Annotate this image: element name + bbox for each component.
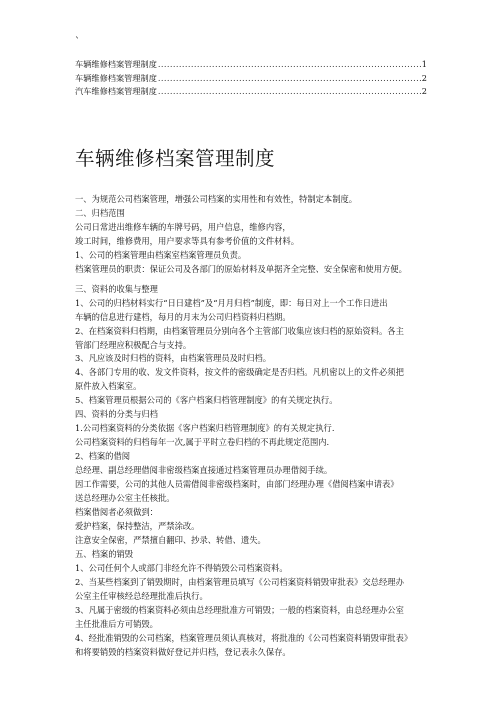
table-of-contents	[75, 58, 427, 99]
toc-entry[interactable]	[75, 58, 427, 72]
body-line: 因工作需要，公司的其他人员需借阅非密级档案时，由部门经理办理《借阅档案申请表》	[75, 479, 399, 490]
toc-entry-title: 车辆维修档案管理制度	[75, 72, 157, 83]
body-line: 档案借阅者必须做到：	[75, 506, 158, 517]
body-line: 车辆的信息进行建档，每月的月末为公司归档资料归档期。	[75, 311, 291, 322]
body-line: 一、为规范公司档案管理，增强公司档案的实用性和有效性，特制定本制度。	[75, 194, 358, 204]
toc-dot-leader	[158, 72, 421, 86]
toc-entry[interactable]	[75, 85, 427, 99]
toc-entry-page: 2	[421, 86, 427, 96]
body-line: 原件放入档案室。	[75, 381, 142, 392]
body-line: 公司档案资料的归档每年一次,属于平时立卷归档的不再此规定范围内.	[75, 437, 330, 448]
toc-entry[interactable]	[75, 72, 427, 86]
section-heading: 三、资料的收集与整理	[75, 283, 158, 294]
body-line: 4、各部门专用的收、发文件资料，按文件的密级确定是否归档。凡机密以上的文件必须把	[75, 367, 404, 378]
body-line: 竣工时间，维修费用，用户要求等具有参考价值的文件材料。	[75, 235, 300, 246]
body-line: 2、当某些档案到了销毁期时，由档案管理员填写《公司档案资料销毁审批表》交总经理办	[75, 576, 404, 587]
body-line: 1、公司任何个人或部门非经允许不得销毁公司档案资料。	[75, 562, 288, 573]
toc-entry-title: 车辆维修档案管理制度	[75, 59, 157, 69]
body-line: 1、公司的归档材料实行“日日建档”及“月月归档”制度，即：每日对上一个工作日进出	[75, 297, 388, 308]
document-title: 车辆维修档案管理制度	[75, 147, 276, 170]
page-mark: `	[75, 37, 80, 48]
body-line: 和将要销毁的档案资料做好登记并归档，登记表永久保存。	[75, 646, 291, 657]
section-heading: 四、资料的分类与归档	[75, 409, 158, 420]
body-line: 主任批准后方可销毁。	[75, 618, 158, 629]
document-body	[75, 193, 435, 659]
section-heading: 二、归档范围	[75, 207, 125, 218]
body-line: 1、公司的档案管理由档案室档案管理员负责。	[75, 249, 247, 260]
body-line: 档案管理员的职责：保证公司及各部门的原始材料及单据齐全完整、安全保密和使用方便。	[75, 263, 407, 274]
toc-dot-leader	[158, 58, 421, 72]
body-line: 管部门经理应积极配合与支持。	[75, 339, 192, 350]
body-line: 公室主任审核经总经理批准后执行。	[75, 590, 208, 601]
body-line: 1.公司档案资料的分类依据《客户档案归档管理制度》的有关规定执行.	[75, 423, 335, 434]
body-line: 5、档案管理员根据公司的《客户档案归档管理制度》的有关规定执行。	[75, 395, 338, 406]
body-line: 4、经批准销毁的公司档案，档案管理员须认真核对，将批准的《公司档案资料销毁审批表》	[75, 632, 413, 643]
section-heading: 五、档案的销毁	[75, 548, 134, 559]
toc-dot-leader	[158, 85, 421, 99]
body-line: 3、凡应该及时归档的资料，由档案管理员及时归档。	[75, 353, 272, 364]
toc-entry-page: 2	[421, 72, 427, 83]
toc-entry-page: 1	[421, 59, 427, 69]
body-line: 公司日常进出维修车辆的车牌号码，用户信息，维修内容，	[75, 221, 291, 232]
body-line: 送总经理办公室主任核批。	[75, 493, 175, 504]
body-line: 2、档案的借阅	[75, 451, 131, 462]
toc-entry-title: 汽车维修档案管理制度	[75, 86, 157, 96]
body-line: 2、在档案资料归档期，由档案管理员分别向各个主管部门收集应该归档的原始资料。各主	[75, 325, 404, 336]
body-line: 总经理、副总经理借阅非密级档案直接通过档案管理员办理借阅手续。	[75, 465, 333, 476]
body-line: 爱护档案，保持整洁，严禁涂改。	[75, 520, 200, 531]
body-line: 3、凡属于密级的档案资料必须由总经理批准方可销毁；一般的档案资料，由总经理办公室	[75, 604, 404, 615]
body-line: 注意安全保密，严禁擅自翻印、抄录、转借、遗失。	[75, 534, 266, 545]
